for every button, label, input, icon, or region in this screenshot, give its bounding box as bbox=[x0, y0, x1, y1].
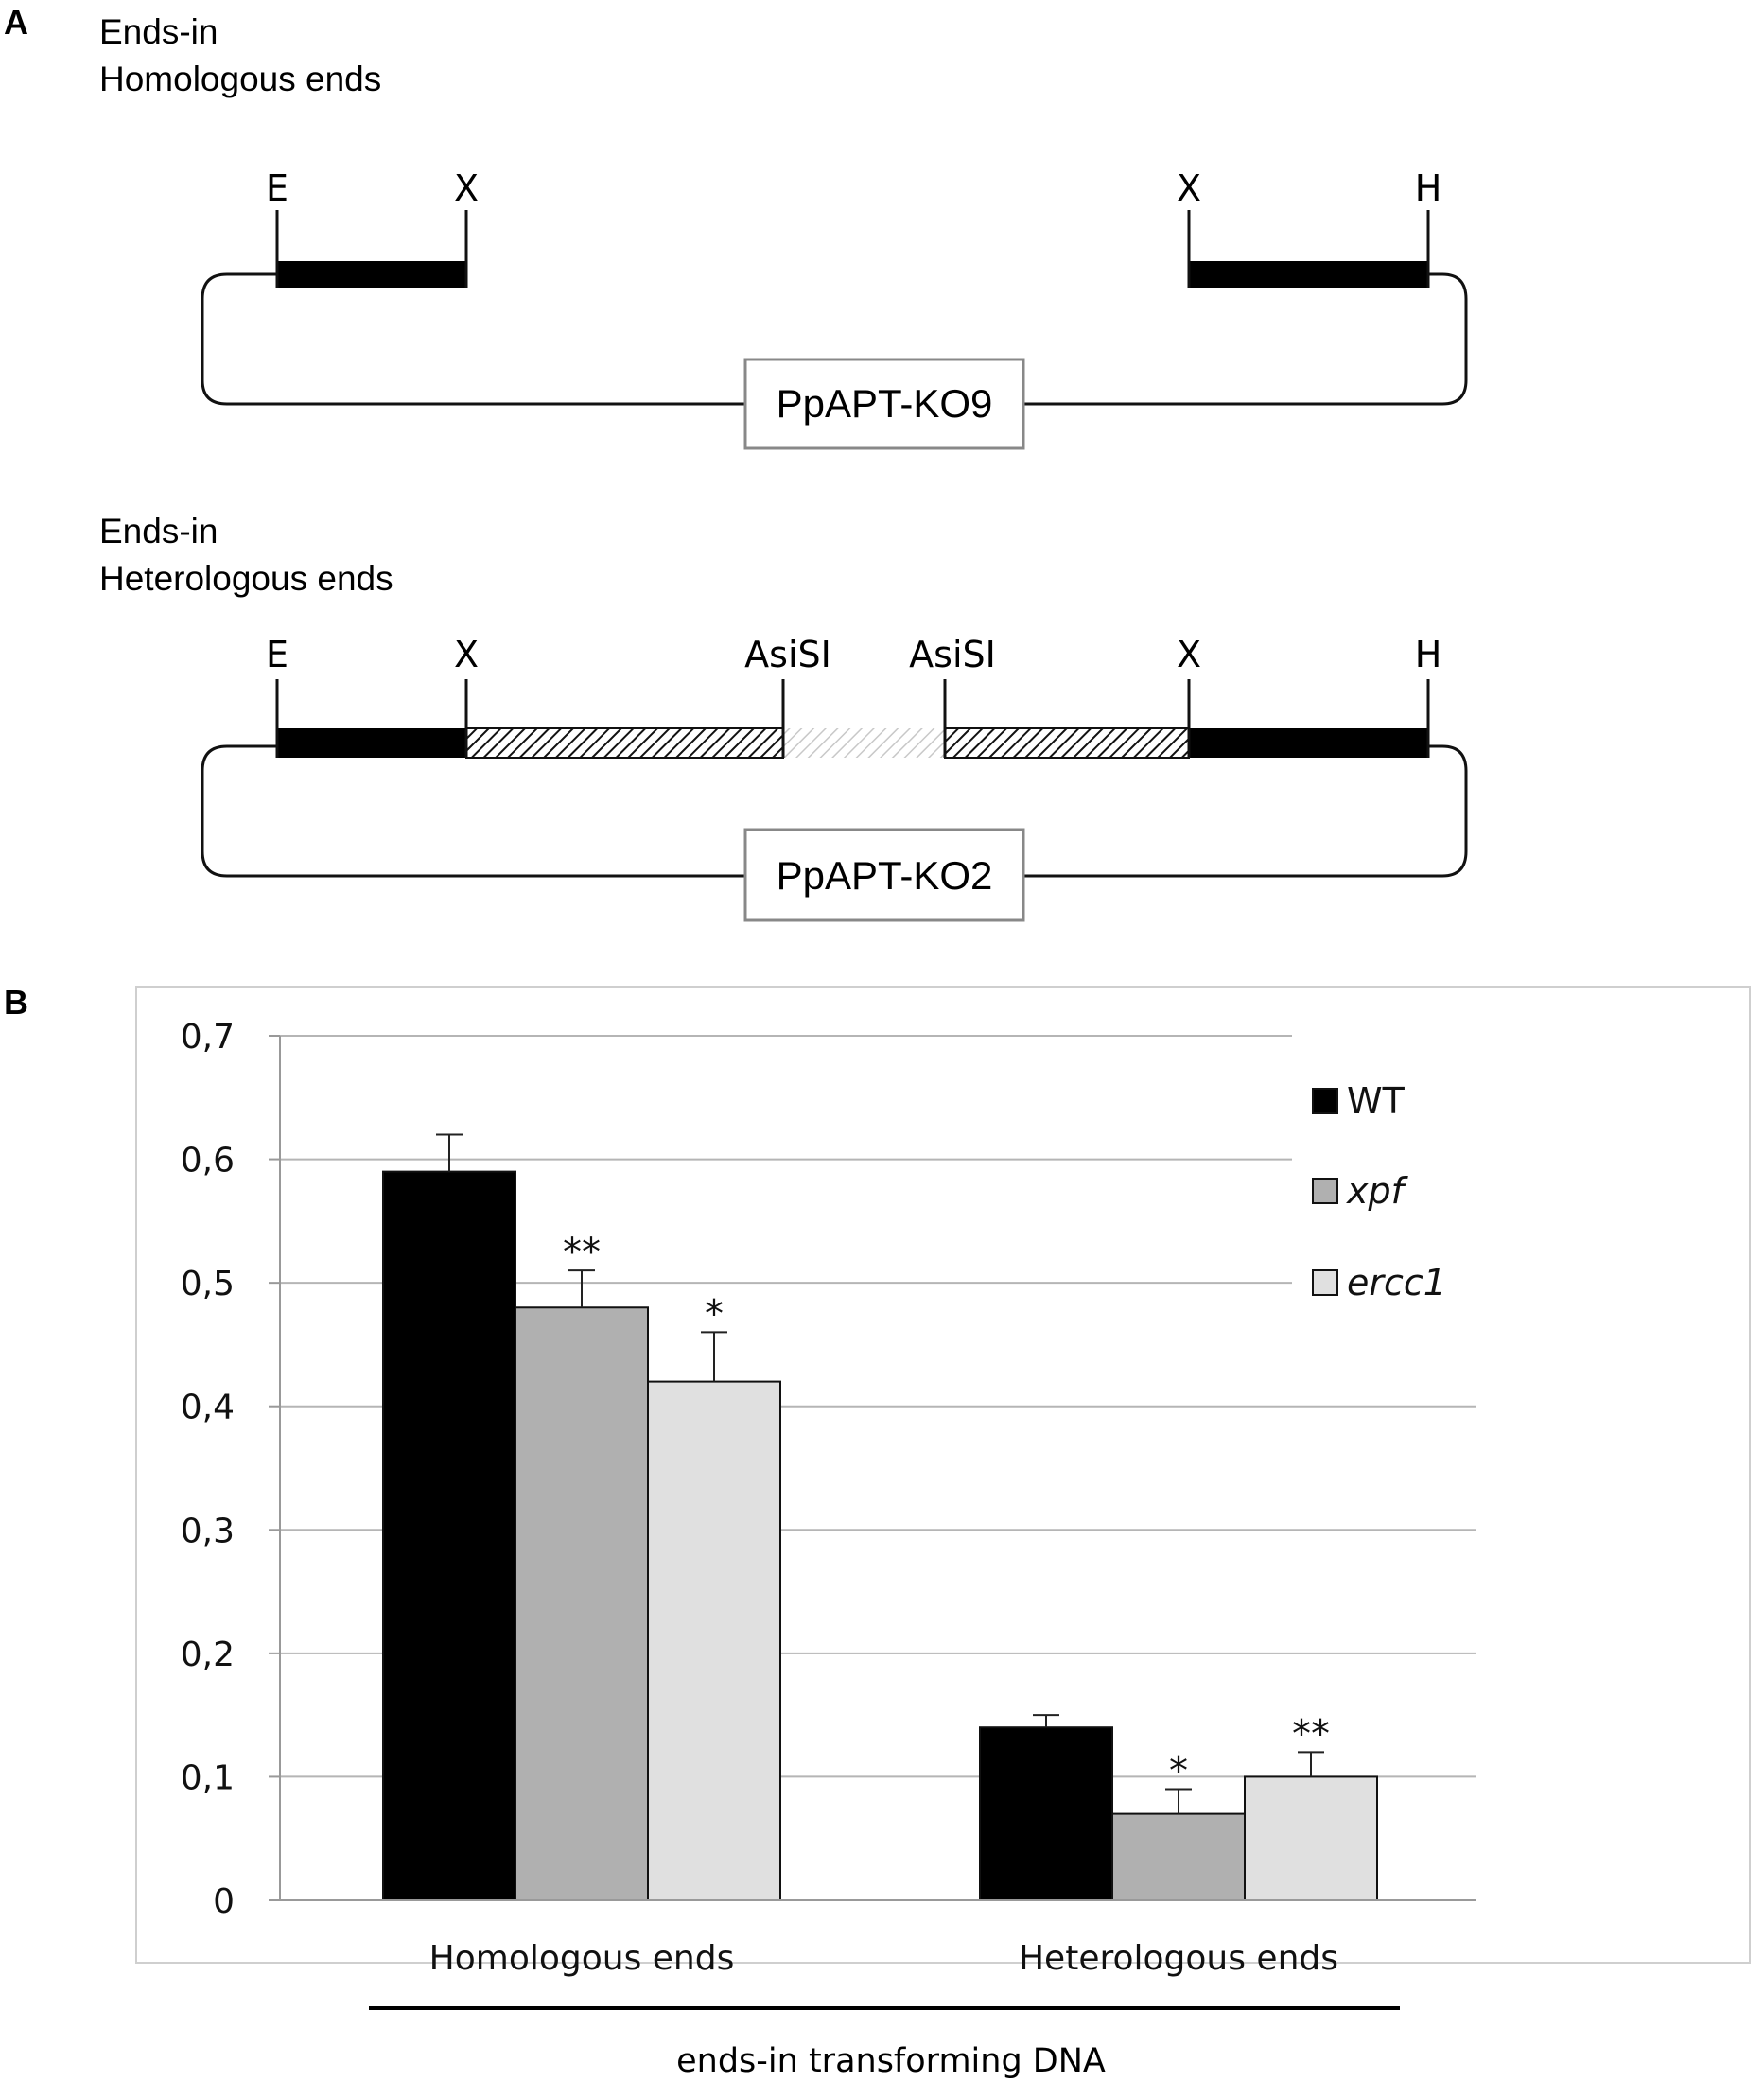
construct-homologous bbox=[99, 12, 1466, 448]
y-tick-label: 0,7 bbox=[180, 1018, 235, 1057]
site-label: X bbox=[453, 167, 480, 209]
y-tick-label: 0,4 bbox=[180, 1388, 235, 1427]
construct2-title-line1: Ends-in bbox=[99, 512, 218, 551]
site-label: X bbox=[1176, 167, 1202, 209]
bar-ercc1-0 bbox=[648, 1382, 780, 1900]
legend-label-xpf: xpf bbox=[1347, 1170, 1404, 1212]
bar-chart bbox=[181, 1018, 1476, 1978]
bar-xpf-1 bbox=[1112, 1814, 1245, 1900]
site-label: X bbox=[453, 634, 480, 675]
plasmid-name-1: PpAPT-KO9 bbox=[776, 381, 993, 426]
y-tick-label: 0,5 bbox=[180, 1265, 235, 1304]
site-label: X bbox=[1176, 634, 1202, 675]
legend bbox=[1313, 1080, 1446, 1303]
chart-frame bbox=[136, 987, 1750, 1963]
site-label: H bbox=[1414, 634, 1442, 675]
site-label: E bbox=[265, 167, 289, 209]
bars-layer bbox=[383, 1134, 1377, 1900]
panel-a-letter: A bbox=[4, 3, 28, 42]
plasmid-name-2: PpAPT-KO2 bbox=[776, 853, 993, 898]
legend-label-ercc1: ercc1 bbox=[1347, 1262, 1446, 1303]
site-label: E bbox=[265, 634, 289, 675]
site-label: AsiSI bbox=[909, 634, 996, 675]
site-label: H bbox=[1414, 167, 1442, 209]
homology-arm-right-1 bbox=[1189, 261, 1428, 288]
legend-label-WT: WT bbox=[1347, 1080, 1405, 1122]
bar-ercc1-1 bbox=[1245, 1776, 1377, 1900]
heterologous-region-left bbox=[466, 728, 783, 758]
x-category-label: Heterologous ends bbox=[1018, 1939, 1339, 1978]
significance-mark: * bbox=[1169, 1749, 1188, 1793]
homology-arm-left-1 bbox=[277, 261, 466, 288]
construct-heterologous bbox=[99, 512, 1466, 920]
y-tick-label: 0 bbox=[213, 1882, 235, 1921]
homology-arm-left-2 bbox=[277, 728, 466, 758]
significance-mark: * bbox=[705, 1292, 724, 1337]
construct1-title-line1: Ends-in bbox=[99, 12, 218, 51]
legend-swatch-WT bbox=[1313, 1089, 1337, 1113]
significance-mark: ** bbox=[1292, 1712, 1330, 1757]
heterologous-region-right bbox=[945, 728, 1189, 758]
construct2-title-line2: Heterologous ends bbox=[99, 559, 393, 598]
x-category-label: Homologous ends bbox=[428, 1939, 735, 1978]
y-tick-label: 0,3 bbox=[180, 1512, 235, 1551]
legend-swatch-xpf bbox=[1313, 1179, 1337, 1203]
site-label: AsiSI bbox=[744, 634, 831, 675]
legend-swatch-ercc1 bbox=[1313, 1270, 1337, 1295]
significance-mark: ** bbox=[563, 1231, 601, 1275]
bar-WT-0 bbox=[383, 1172, 515, 1900]
bracket-label: ends-in transforming DNA bbox=[676, 2042, 1106, 2080]
y-tick-label: 0,1 bbox=[180, 1758, 235, 1798]
construct1-title-line2: Homologous ends bbox=[99, 60, 382, 98]
excised-fragment bbox=[783, 728, 945, 758]
bar-WT-1 bbox=[980, 1727, 1112, 1900]
bar-xpf-0 bbox=[515, 1307, 648, 1900]
panel-b-letter: B bbox=[4, 983, 28, 1022]
homology-arm-right-2 bbox=[1189, 728, 1428, 758]
y-tick-label: 0,2 bbox=[180, 1635, 235, 1674]
y-tick-label: 0,6 bbox=[180, 1141, 235, 1181]
